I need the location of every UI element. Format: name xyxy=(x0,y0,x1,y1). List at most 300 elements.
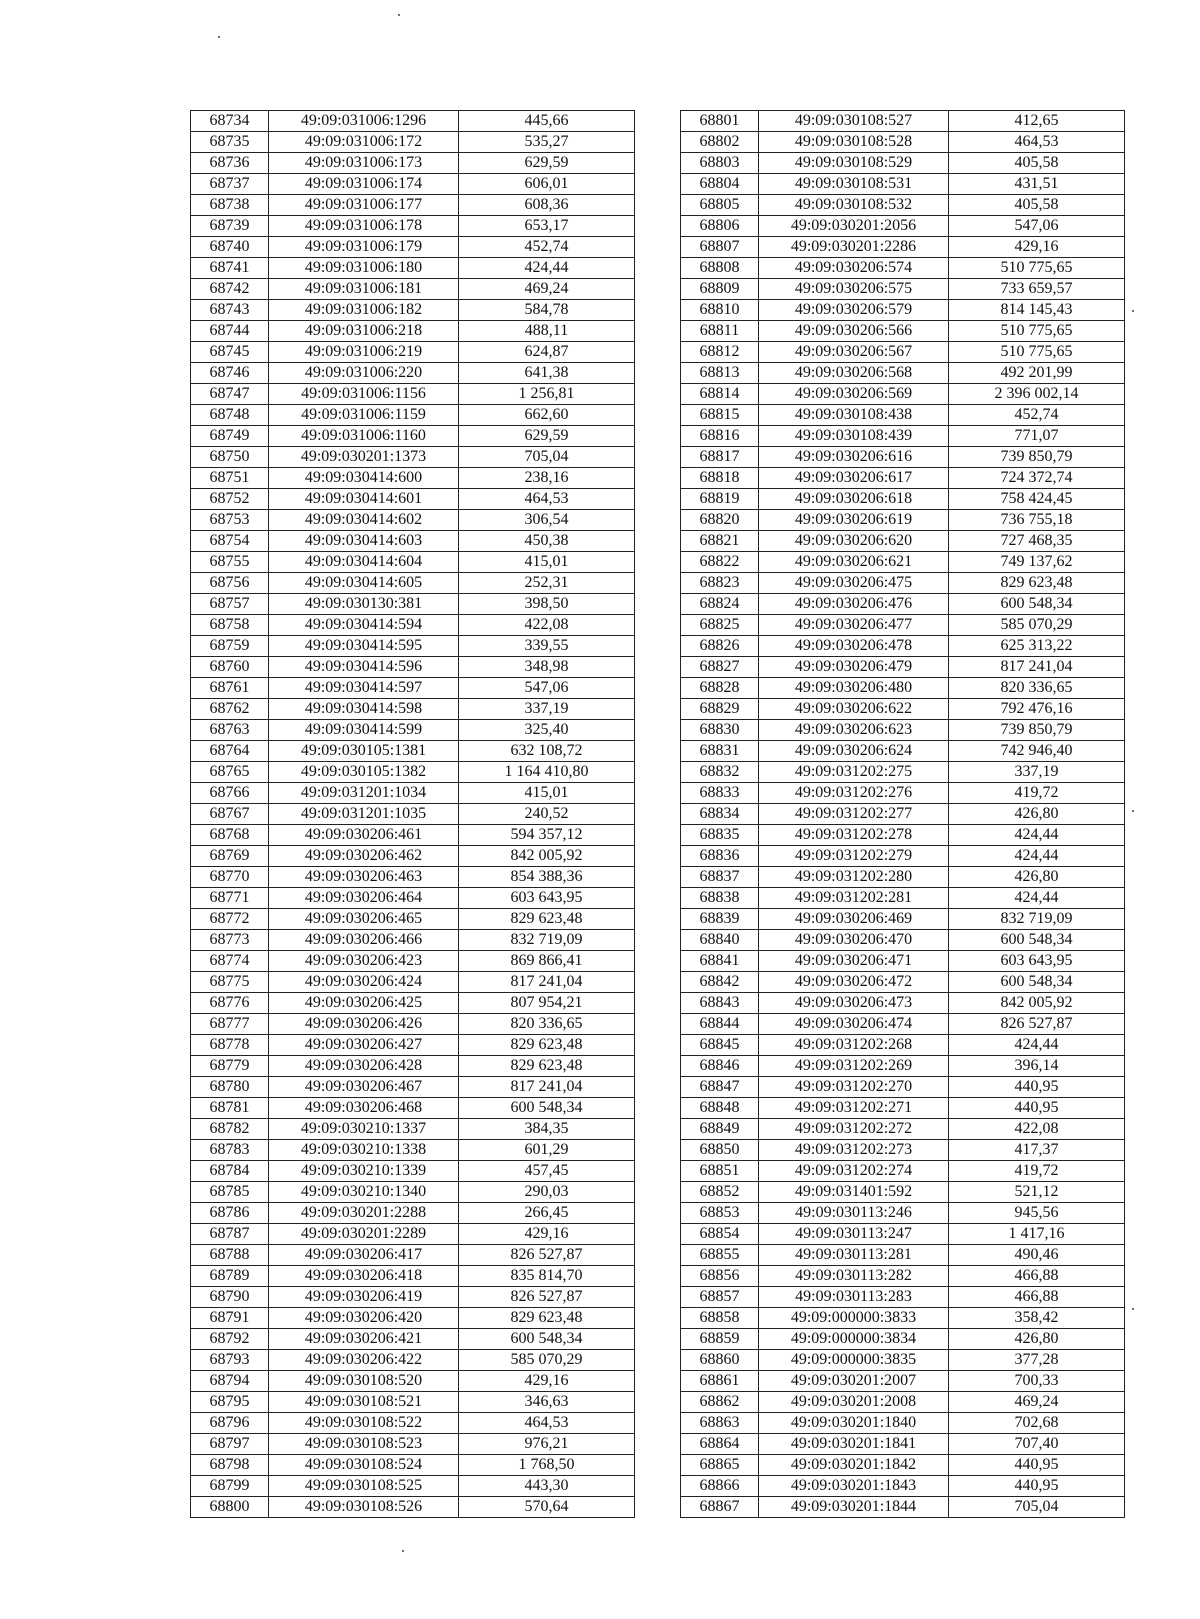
cadastral-number-cell: 49:09:030414:594 xyxy=(269,615,459,636)
value-cell: 464,53 xyxy=(459,489,635,510)
cadastral-number-cell: 49:09:030201:1841 xyxy=(759,1434,949,1455)
value-cell: 835 814,70 xyxy=(459,1266,635,1287)
value-cell: 306,54 xyxy=(459,510,635,531)
value-cell: 405,58 xyxy=(949,195,1125,216)
value-cell: 707,40 xyxy=(949,1434,1125,1455)
cadastral-number-cell: 49:09:030206:575 xyxy=(759,279,949,300)
row-number-cell: 68798 xyxy=(191,1455,269,1476)
value-cell: 337,19 xyxy=(949,762,1125,783)
cadastral-number-cell: 49:09:031006:174 xyxy=(269,174,459,195)
table-row xyxy=(191,1266,635,1287)
table-row xyxy=(681,1077,1125,1098)
cadastral-number-cell: 49:09:030210:1339 xyxy=(269,1161,459,1182)
row-number-cell: 68843 xyxy=(681,993,759,1014)
value-cell: 452,74 xyxy=(949,405,1125,426)
row-number-cell: 68829 xyxy=(681,699,759,720)
row-number-cell: 68831 xyxy=(681,741,759,762)
value-cell: 412,65 xyxy=(949,111,1125,132)
value-cell: 426,80 xyxy=(949,867,1125,888)
row-number-cell: 68735 xyxy=(191,132,269,153)
cadastral-number-cell: 49:09:030113:246 xyxy=(759,1203,949,1224)
value-cell: 829 623,48 xyxy=(459,1035,635,1056)
table-row xyxy=(191,111,635,132)
cadastral-number-cell: 49:09:030206:478 xyxy=(759,636,949,657)
cadastral-number-cell: 49:09:031006:1160 xyxy=(269,426,459,447)
cadastral-number-cell: 49:09:030206:579 xyxy=(759,300,949,321)
cadastral-number-cell: 49:09:030201:1373 xyxy=(269,447,459,468)
table-row xyxy=(681,699,1125,720)
cadastral-number-cell: 49:09:031202:271 xyxy=(759,1098,949,1119)
cadastral-number-cell: 49:09:030206:463 xyxy=(269,867,459,888)
row-number-cell: 68827 xyxy=(681,657,759,678)
value-cell: 415,01 xyxy=(459,552,635,573)
cadastral-number-cell: 49:09:030108:526 xyxy=(269,1497,459,1518)
table-row xyxy=(191,825,635,846)
table-row xyxy=(191,1350,635,1371)
table-row xyxy=(681,321,1125,342)
row-number-cell: 68736 xyxy=(191,153,269,174)
table-row xyxy=(191,930,635,951)
value-cell: 424,44 xyxy=(949,846,1125,867)
value-cell: 600 548,34 xyxy=(949,972,1125,993)
value-cell: 632 108,72 xyxy=(459,741,635,762)
value-cell: 337,19 xyxy=(459,699,635,720)
table-row xyxy=(191,951,635,972)
row-number-cell: 68762 xyxy=(191,699,269,720)
table-row xyxy=(681,1140,1125,1161)
row-number-cell: 68775 xyxy=(191,972,269,993)
table-row xyxy=(681,279,1125,300)
row-number-cell: 68846 xyxy=(681,1056,759,1077)
cadastral-number-cell: 49:09:030206:479 xyxy=(759,657,949,678)
value-cell: 608,36 xyxy=(459,195,635,216)
cadastral-number-cell: 49:09:031006:218 xyxy=(269,321,459,342)
row-number-cell: 68789 xyxy=(191,1266,269,1287)
value-cell: 490,46 xyxy=(949,1245,1125,1266)
value-cell: 758 424,45 xyxy=(949,489,1125,510)
table-row xyxy=(191,216,635,237)
value-cell: 749 137,62 xyxy=(949,552,1125,573)
cadastral-number-cell: 49:09:030206:617 xyxy=(759,468,949,489)
row-number-cell: 68839 xyxy=(681,909,759,930)
table-row xyxy=(681,1203,1125,1224)
cadastral-number-cell: 49:09:030206:468 xyxy=(269,1098,459,1119)
value-cell: 869 866,41 xyxy=(459,951,635,972)
cadastral-number-cell: 49:09:000000:3833 xyxy=(759,1308,949,1329)
row-number-cell: 68857 xyxy=(681,1287,759,1308)
cadastral-number-cell: 49:09:030206:623 xyxy=(759,720,949,741)
value-cell: 662,60 xyxy=(459,405,635,426)
value-cell: 2 396 002,14 xyxy=(949,384,1125,405)
cadastral-number-cell: 49:09:031202:273 xyxy=(759,1140,949,1161)
value-cell: 266,45 xyxy=(459,1203,635,1224)
table-row xyxy=(191,1245,635,1266)
value-cell: 792 476,16 xyxy=(949,699,1125,720)
value-cell: 600 548,34 xyxy=(949,930,1125,951)
table-row xyxy=(191,1308,635,1329)
row-number-cell: 68767 xyxy=(191,804,269,825)
cadastral-number-cell: 49:09:030113:247 xyxy=(759,1224,949,1245)
value-cell: 346,63 xyxy=(459,1392,635,1413)
row-number-cell: 68751 xyxy=(191,468,269,489)
value-cell: 807 954,21 xyxy=(459,993,635,1014)
cadastral-number-cell: 49:09:030206:621 xyxy=(759,552,949,573)
value-cell: 700,33 xyxy=(949,1371,1125,1392)
row-number-cell: 68812 xyxy=(681,342,759,363)
table-row xyxy=(681,615,1125,636)
scan-speck xyxy=(1132,810,1134,812)
table-row xyxy=(191,594,635,615)
row-number-cell: 68819 xyxy=(681,489,759,510)
value-cell: 466,88 xyxy=(949,1287,1125,1308)
table-row xyxy=(681,1266,1125,1287)
table-left-body xyxy=(191,111,635,1518)
row-number-cell: 68867 xyxy=(681,1497,759,1518)
value-cell: 702,68 xyxy=(949,1413,1125,1434)
value-cell: 624,87 xyxy=(459,342,635,363)
table-row xyxy=(681,237,1125,258)
cadastral-number-cell: 49:09:030414:600 xyxy=(269,468,459,489)
cadastral-number-cell: 49:09:030108:522 xyxy=(269,1413,459,1434)
table-row xyxy=(191,699,635,720)
row-number-cell: 68808 xyxy=(681,258,759,279)
cadastral-number-cell: 49:09:030206:471 xyxy=(759,951,949,972)
table-row xyxy=(681,888,1125,909)
table-row xyxy=(681,216,1125,237)
table-row xyxy=(681,258,1125,279)
value-cell: 1 768,50 xyxy=(459,1455,635,1476)
cadastral-number-cell: 49:09:031006:219 xyxy=(269,342,459,363)
row-number-cell: 68768 xyxy=(191,825,269,846)
row-number-cell: 68800 xyxy=(191,1497,269,1518)
cadastral-number-cell: 49:09:030414:599 xyxy=(269,720,459,741)
row-number-cell: 68771 xyxy=(191,888,269,909)
row-number-cell: 68743 xyxy=(191,300,269,321)
value-cell: 600 548,34 xyxy=(459,1098,635,1119)
cadastral-number-cell: 49:09:031201:1034 xyxy=(269,783,459,804)
table-row xyxy=(191,195,635,216)
table-row xyxy=(681,300,1125,321)
row-number-cell: 68830 xyxy=(681,720,759,741)
row-number-cell: 68795 xyxy=(191,1392,269,1413)
table-row xyxy=(191,1392,635,1413)
table-row xyxy=(191,867,635,888)
value-cell: 826 527,87 xyxy=(459,1245,635,1266)
cadastral-number-cell: 49:09:031006:178 xyxy=(269,216,459,237)
value-cell: 1 417,16 xyxy=(949,1224,1125,1245)
cadastral-number-cell: 49:09:030206:423 xyxy=(269,951,459,972)
cadastral-number-cell: 49:09:030206:424 xyxy=(269,972,459,993)
row-number-cell: 68837 xyxy=(681,867,759,888)
row-number-cell: 68823 xyxy=(681,573,759,594)
cadastral-number-cell: 49:09:030206:566 xyxy=(759,321,949,342)
value-cell: 1 256,81 xyxy=(459,384,635,405)
table-row xyxy=(681,1182,1125,1203)
row-number-cell: 68861 xyxy=(681,1371,759,1392)
row-number-cell: 68859 xyxy=(681,1329,759,1350)
value-cell: 415,01 xyxy=(459,783,635,804)
table-row xyxy=(681,1224,1125,1245)
cadastral-number-cell: 49:09:030108:521 xyxy=(269,1392,459,1413)
row-number-cell: 68739 xyxy=(191,216,269,237)
table-row xyxy=(191,636,635,657)
value-cell: 384,35 xyxy=(459,1119,635,1140)
table-row xyxy=(681,1035,1125,1056)
value-cell: 705,04 xyxy=(459,447,635,468)
value-cell: 854 388,36 xyxy=(459,867,635,888)
cadastral-number-cell: 49:09:030206:472 xyxy=(759,972,949,993)
value-cell: 422,08 xyxy=(949,1119,1125,1140)
row-number-cell: 68852 xyxy=(681,1182,759,1203)
cadastral-number-cell: 49:09:031202:274 xyxy=(759,1161,949,1182)
table-row xyxy=(681,846,1125,867)
row-number-cell: 68753 xyxy=(191,510,269,531)
table-row xyxy=(681,1434,1125,1455)
value-cell: 464,53 xyxy=(949,132,1125,153)
table-row xyxy=(681,1245,1125,1266)
value-cell: 419,72 xyxy=(949,1161,1125,1182)
row-number-cell: 68805 xyxy=(681,195,759,216)
cadastral-number-cell: 49:09:030108:520 xyxy=(269,1371,459,1392)
value-cell: 325,40 xyxy=(459,720,635,741)
row-number-cell: 68741 xyxy=(191,258,269,279)
value-cell: 440,95 xyxy=(949,1098,1125,1119)
table-row xyxy=(191,1119,635,1140)
row-number-cell: 68858 xyxy=(681,1308,759,1329)
row-number-cell: 68756 xyxy=(191,573,269,594)
row-number-cell: 68844 xyxy=(681,1014,759,1035)
row-number-cell: 68749 xyxy=(191,426,269,447)
value-cell: 603 643,95 xyxy=(459,888,635,909)
cadastral-number-cell: 49:09:030414:595 xyxy=(269,636,459,657)
row-number-cell: 68746 xyxy=(191,363,269,384)
row-number-cell: 68814 xyxy=(681,384,759,405)
cadastral-number-cell: 49:09:031006:179 xyxy=(269,237,459,258)
cadastral-number-cell: 49:09:030206:622 xyxy=(759,699,949,720)
value-cell: 377,28 xyxy=(949,1350,1125,1371)
cadastral-number-cell: 49:09:030201:1840 xyxy=(759,1413,949,1434)
table-row xyxy=(191,321,635,342)
cadastral-number-cell: 49:09:030206:462 xyxy=(269,846,459,867)
value-cell: 469,24 xyxy=(949,1392,1125,1413)
value-cell: 424,44 xyxy=(459,258,635,279)
cadastral-number-cell: 49:09:030210:1340 xyxy=(269,1182,459,1203)
table-row xyxy=(191,741,635,762)
cadastral-number-cell: 49:09:030108:439 xyxy=(759,426,949,447)
cadastral-number-cell: 49:09:030206:473 xyxy=(759,993,949,1014)
table-row xyxy=(191,1455,635,1476)
value-cell: 585 070,29 xyxy=(949,615,1125,636)
table-row xyxy=(191,846,635,867)
row-number-cell: 68817 xyxy=(681,447,759,468)
cadastral-number-cell: 49:09:030206:466 xyxy=(269,930,459,951)
table-row xyxy=(681,573,1125,594)
table-row xyxy=(191,300,635,321)
row-number-cell: 68755 xyxy=(191,552,269,573)
value-cell: 724 372,74 xyxy=(949,468,1125,489)
row-number-cell: 68785 xyxy=(191,1182,269,1203)
value-cell: 398,50 xyxy=(459,594,635,615)
row-number-cell: 68818 xyxy=(681,468,759,489)
row-number-cell: 68770 xyxy=(191,867,269,888)
cadastral-number-cell: 49:09:031202:276 xyxy=(759,783,949,804)
scan-speck xyxy=(1132,1308,1134,1310)
cadastral-number-cell: 49:09:031006:1159 xyxy=(269,405,459,426)
table-row xyxy=(681,1371,1125,1392)
row-number-cell: 68822 xyxy=(681,552,759,573)
scan-speck xyxy=(218,36,220,38)
row-number-cell: 68807 xyxy=(681,237,759,258)
cadastral-number-cell: 49:09:031202:272 xyxy=(759,1119,949,1140)
table-row xyxy=(681,762,1125,783)
cadastral-number-cell: 49:09:030113:283 xyxy=(759,1287,949,1308)
value-cell: 466,88 xyxy=(949,1266,1125,1287)
row-number-cell: 68835 xyxy=(681,825,759,846)
table-row xyxy=(191,258,635,279)
table-row xyxy=(681,468,1125,489)
cadastral-number-cell: 49:09:030206:574 xyxy=(759,258,949,279)
row-number-cell: 68849 xyxy=(681,1119,759,1140)
value-cell: 424,44 xyxy=(949,825,1125,846)
cadastral-number-cell: 49:09:031202:280 xyxy=(759,867,949,888)
value-cell: 488,11 xyxy=(459,321,635,342)
value-cell: 440,95 xyxy=(949,1455,1125,1476)
value-cell: 585 070,29 xyxy=(459,1350,635,1371)
cadastral-number-cell: 49:09:030130:381 xyxy=(269,594,459,615)
row-number-cell: 68754 xyxy=(191,531,269,552)
row-number-cell: 68847 xyxy=(681,1077,759,1098)
table-row xyxy=(681,132,1125,153)
table-row xyxy=(681,825,1125,846)
table-row xyxy=(681,783,1125,804)
table-row xyxy=(191,615,635,636)
value-cell: 739 850,79 xyxy=(949,720,1125,741)
cadastral-number-cell: 49:09:031006:182 xyxy=(269,300,459,321)
cadastral-number-cell: 49:09:030206:624 xyxy=(759,741,949,762)
row-number-cell: 68825 xyxy=(681,615,759,636)
table-row xyxy=(191,762,635,783)
cadastral-number-cell: 49:09:030206:469 xyxy=(759,909,949,930)
cadastral-number-cell: 49:09:030206:616 xyxy=(759,447,949,468)
table-row xyxy=(681,1014,1125,1035)
row-number-cell: 68854 xyxy=(681,1224,759,1245)
table-row xyxy=(681,1308,1125,1329)
table-row xyxy=(191,909,635,930)
cadastral-number-cell: 49:09:031202:270 xyxy=(759,1077,949,1098)
scan-speck xyxy=(398,14,400,16)
value-cell: 829 623,48 xyxy=(459,1308,635,1329)
row-number-cell: 68793 xyxy=(191,1350,269,1371)
table-row xyxy=(681,930,1125,951)
value-cell: 252,31 xyxy=(459,573,635,594)
table-row xyxy=(191,720,635,741)
value-cell: 440,95 xyxy=(949,1077,1125,1098)
row-number-cell: 68840 xyxy=(681,930,759,951)
table-row xyxy=(681,1413,1125,1434)
value-cell: 594 357,12 xyxy=(459,825,635,846)
value-cell: 817 241,04 xyxy=(459,972,635,993)
row-number-cell: 68742 xyxy=(191,279,269,300)
cadastral-number-cell: 49:09:030206:465 xyxy=(269,909,459,930)
table-row xyxy=(191,342,635,363)
cadastral-number-cell: 49:09:030206:480 xyxy=(759,678,949,699)
row-number-cell: 68773 xyxy=(191,930,269,951)
value-cell: 736 755,18 xyxy=(949,510,1125,531)
table-row xyxy=(191,489,635,510)
value-cell: 290,03 xyxy=(459,1182,635,1203)
cadastral-number-cell: 49:09:030206:470 xyxy=(759,930,949,951)
row-number-cell: 68787 xyxy=(191,1224,269,1245)
value-cell: 629,59 xyxy=(459,426,635,447)
cadastral-number-cell: 49:09:031202:268 xyxy=(759,1035,949,1056)
table-row xyxy=(191,1203,635,1224)
row-number-cell: 68796 xyxy=(191,1413,269,1434)
table-row xyxy=(681,741,1125,762)
row-number-cell: 68747 xyxy=(191,384,269,405)
row-number-cell: 68845 xyxy=(681,1035,759,1056)
row-number-cell: 68772 xyxy=(191,909,269,930)
cadastral-number-cell: 49:09:030201:2289 xyxy=(269,1224,459,1245)
cadastral-number-cell: 49:09:031401:592 xyxy=(759,1182,949,1203)
table-row xyxy=(191,783,635,804)
cadastral-number-cell: 49:09:030108:524 xyxy=(269,1455,459,1476)
cadastral-number-cell: 49:09:030414:603 xyxy=(269,531,459,552)
table-row xyxy=(191,1056,635,1077)
value-cell: 600 548,34 xyxy=(459,1329,635,1350)
row-number-cell: 68820 xyxy=(681,510,759,531)
row-number-cell: 68794 xyxy=(191,1371,269,1392)
table-row xyxy=(681,426,1125,447)
value-cell: 419,72 xyxy=(949,783,1125,804)
value-cell: 826 527,87 xyxy=(459,1287,635,1308)
cadastral-number-cell: 49:09:030108:532 xyxy=(759,195,949,216)
row-number-cell: 68784 xyxy=(191,1161,269,1182)
row-number-cell: 68757 xyxy=(191,594,269,615)
row-number-cell: 68834 xyxy=(681,804,759,825)
row-number-cell: 68774 xyxy=(191,951,269,972)
value-cell: 424,44 xyxy=(949,1035,1125,1056)
cadastral-number-cell: 49:09:030206:476 xyxy=(759,594,949,615)
cadastral-number-cell: 49:09:030206:425 xyxy=(269,993,459,1014)
table-row xyxy=(191,1413,635,1434)
value-cell: 521,12 xyxy=(949,1182,1125,1203)
cadastral-number-cell: 49:09:031006:177 xyxy=(269,195,459,216)
table-row xyxy=(191,804,635,825)
table-row xyxy=(191,1497,635,1518)
cadastral-number-cell: 49:09:030108:531 xyxy=(759,174,949,195)
value-cell: 705,04 xyxy=(949,1497,1125,1518)
row-number-cell: 68760 xyxy=(191,657,269,678)
table-row xyxy=(681,174,1125,195)
cadastral-number-cell: 49:09:030206:567 xyxy=(759,342,949,363)
value-cell: 348,98 xyxy=(459,657,635,678)
value-cell: 443,30 xyxy=(459,1476,635,1497)
value-cell: 452,74 xyxy=(459,237,635,258)
table-row xyxy=(191,993,635,1014)
table-row xyxy=(191,510,635,531)
row-number-cell: 68810 xyxy=(681,300,759,321)
table-row xyxy=(681,153,1125,174)
row-number-cell: 68778 xyxy=(191,1035,269,1056)
row-number-cell: 68761 xyxy=(191,678,269,699)
value-cell: 641,38 xyxy=(459,363,635,384)
table-row xyxy=(191,678,635,699)
value-cell: 629,59 xyxy=(459,153,635,174)
value-cell: 358,42 xyxy=(949,1308,1125,1329)
cadastral-number-cell: 49:09:031202:269 xyxy=(759,1056,949,1077)
cadastral-number-cell: 49:09:030414:605 xyxy=(269,573,459,594)
table-row xyxy=(681,1056,1125,1077)
